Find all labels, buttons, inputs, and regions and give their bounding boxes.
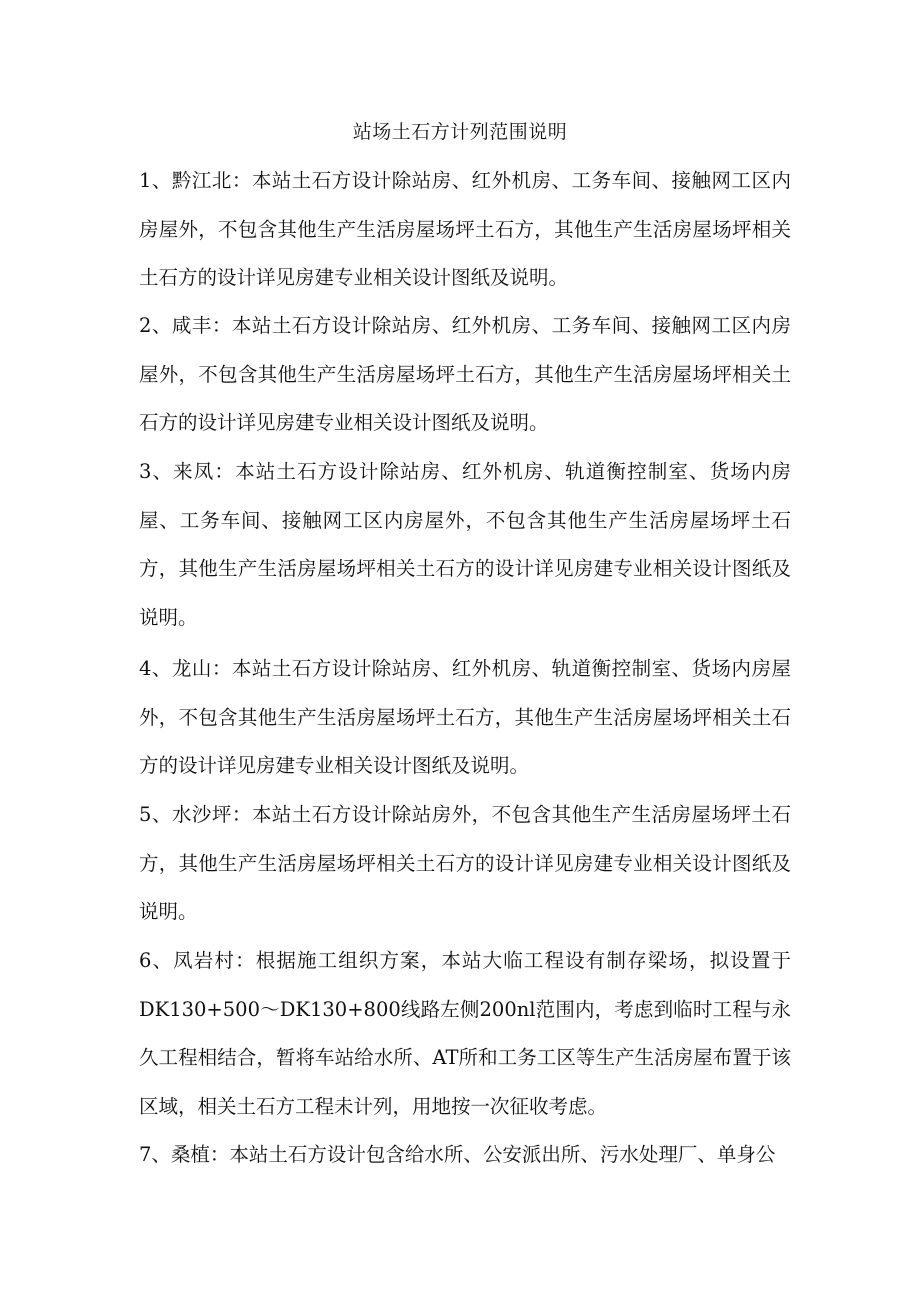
- paragraph-6: 6、凤岩村：根据施工组织方案，本站大临工程设有制存梁场，拟设置于DK130+500～DK130+800线路左侧200nl范围内，考虑到临时工程与永久工程相结合，暂将车站给水所、AT所和工务工区等生产生活房屋布置于该区域，相关土石方工程未计列，用地按一次征收考虑。: [139, 949, 791, 1118]
- document-title: 站场土石方计列范围说明: [352, 121, 568, 143]
- paragraph-1: 1、黔江北：本站土石方设计除站房、红外机房、工务车间、接触网工区内房屋外，不包含其他生产生活房屋场坪土石方，其他生产生活房屋场坪相关土石方的设计详见房建专业相关设计图纸及说明。: [139, 169, 791, 289]
- paragraph-2: 2、咸丰：本站土石方设计除站房、红外机房、工务车间、接触网工区内房屋外，不包含其他生产生活房屋场坪土石方，其他生产生活房屋场坪相关土石方的设计详见房建专业相关设计图纸及说明。: [139, 314, 791, 434]
- paragraph-7: 7、桑植：本站土石方设计包含给水所、公安派出所、污水处理厂、单身公: [139, 1143, 776, 1166]
- paragraph-4: 4、龙山：本站土石方设计除站房、红外机房、轨道衡控制室、货场内房屋外，不包含其他生产生活房屋场坪土石方，其他生产生活房屋场坪相关土石方的设计详见房建专业相关设计图纸及说明。: [139, 657, 791, 777]
- paragraph-5: 5、水沙坪：本站土石方设计除站房外，不包含其他生产生活房屋场坪土石方，其他生产生活房屋场坪相关土石方的设计详见房建专业相关设计图纸及说明。: [139, 803, 791, 923]
- paragraph-3: 3、来凤：本站土石方设计除站房、红外机房、轨道衡控制室、货场内房屋、工务车间、接触网工区内房屋外，不包含其他生产生活房屋场坪土石方，其他生产生活房屋场坪相关土石方的设计详见房建专业相关设计图纸及说明。: [139, 460, 791, 629]
